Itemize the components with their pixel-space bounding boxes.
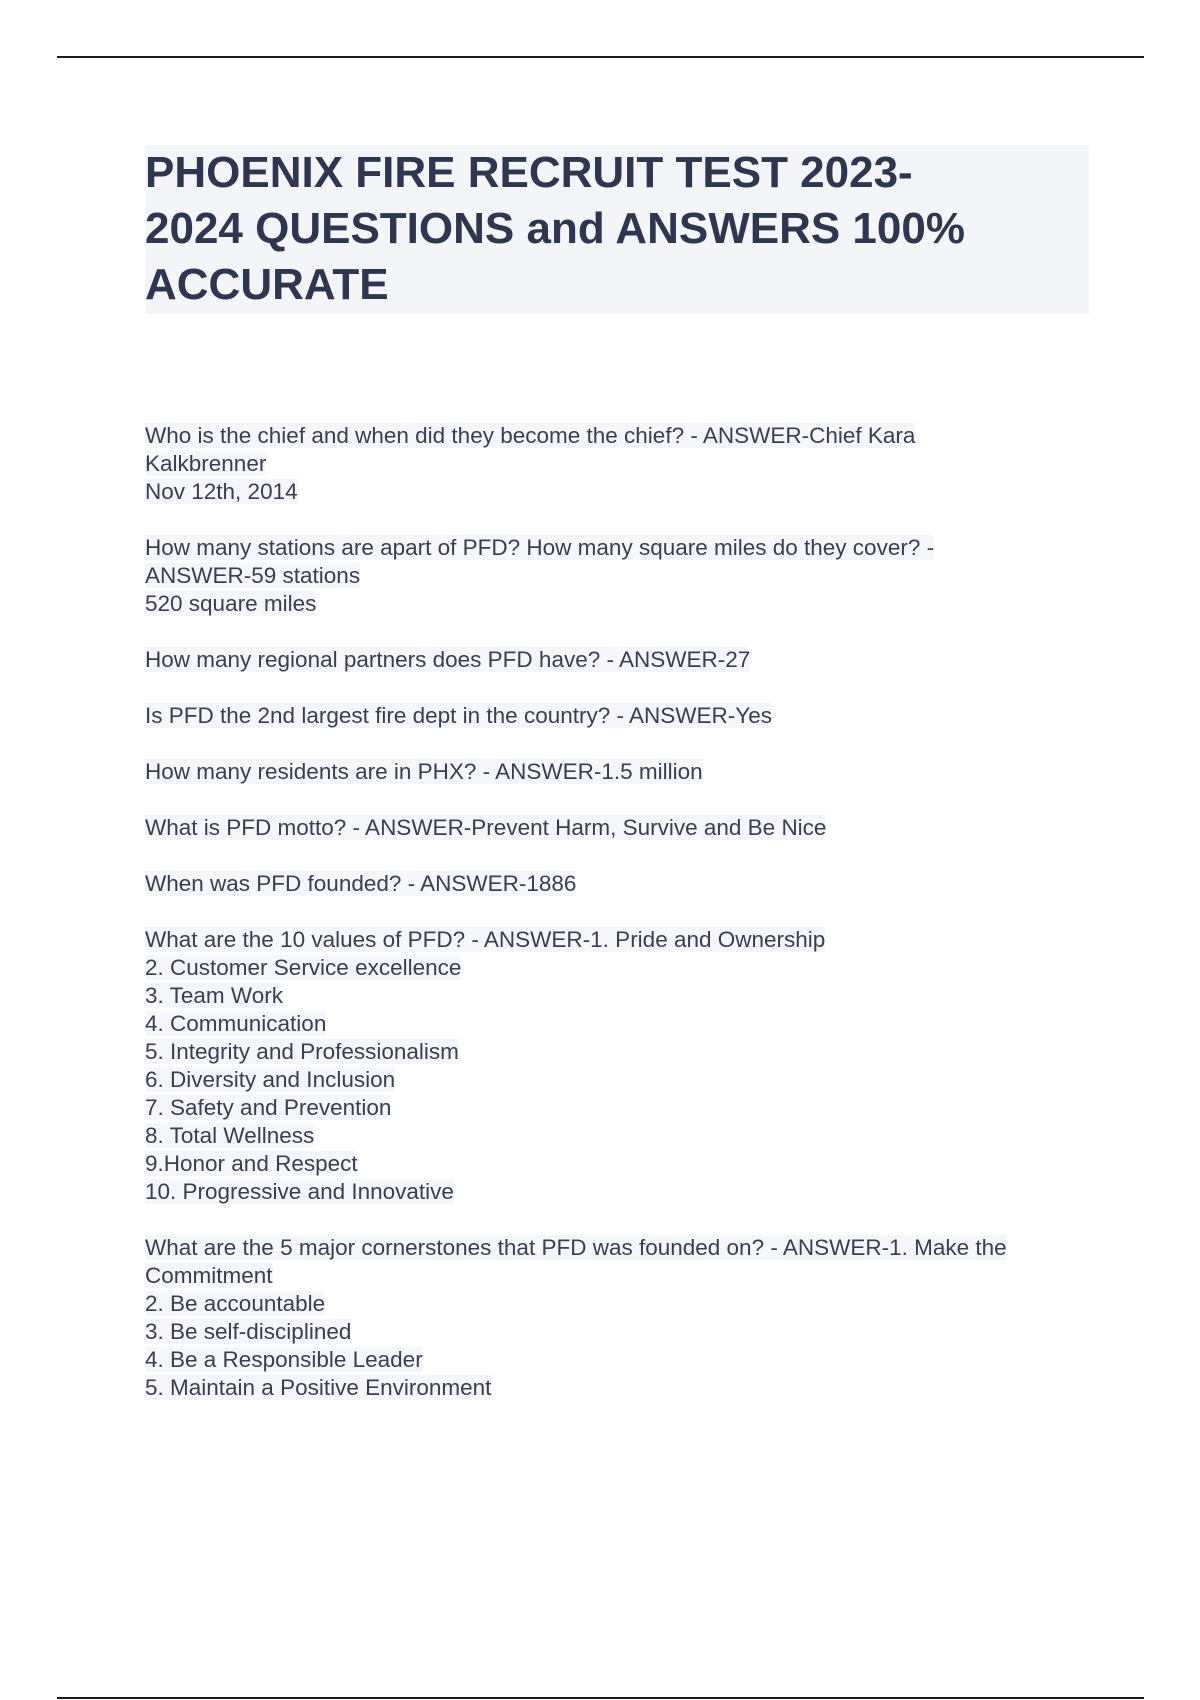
- document-title: PHOENIX FIRE RECRUIT TEST 2023- 2024 QUESTIONS and ANSWERS 100% ACCURATE: [145, 148, 965, 309]
- qa-item-text: What are the 10 values of PFD? - ANSWER-1. Pride and Ownership 2. Customer Service excellence 3. Team Work 4. Communication 5. Integrity and Professionalism 6. Diversity and Inclusion 7. Safety and Prevention 8. Total Wellness 9.Honor and Respect 10. Progressive and Innovative: [145, 927, 826, 1204]
- qa-item-text: How many residents are in PHX? - ANSWER-1.5 million: [145, 759, 703, 784]
- footer-rule: [57, 1697, 1144, 1699]
- qa-item: [145, 1234, 1095, 1402]
- qa-item-text: What is PFD motto? - ANSWER-Prevent Harm, Survive and Be Nice: [145, 815, 827, 840]
- qa-item-text: What are the 5 major cornerstones that PFD was founded on? - ANSWER-1. Make the Commitment 2. Be accountable 3. Be self-disciplined 4. Be a Responsible Leader 5. Maintain a Positive Environment: [145, 1235, 1007, 1400]
- qa-item: [145, 926, 1095, 1206]
- qa-item: [145, 870, 1095, 898]
- qa-item-text: Who is the chief and when did they become the chief? - ANSWER-Chief Kara Kalkbrenner Nov 12th, 2014: [145, 423, 916, 504]
- header-rule: [57, 56, 1144, 58]
- qa-item-text: Is PFD the 2nd largest fire dept in the country? - ANSWER-Yes: [145, 703, 772, 728]
- qa-item: [145, 646, 1095, 674]
- qa-item-text: When was PFD founded? - ANSWER-1886: [145, 871, 577, 896]
- qa-item: [145, 814, 1095, 842]
- qa-list: [145, 422, 1095, 1430]
- qa-item-text: How many stations are apart of PFD? How many square miles do they cover? - ANSWER-59 stations 520 square miles: [145, 535, 935, 616]
- qa-item: [145, 702, 1095, 730]
- qa-item: [145, 534, 1095, 618]
- qa-item-text: How many regional partners does PFD have? - ANSWER-27: [145, 647, 751, 672]
- qa-item: [145, 758, 1095, 786]
- qa-item: [145, 422, 1095, 506]
- title-block: [145, 145, 1089, 314]
